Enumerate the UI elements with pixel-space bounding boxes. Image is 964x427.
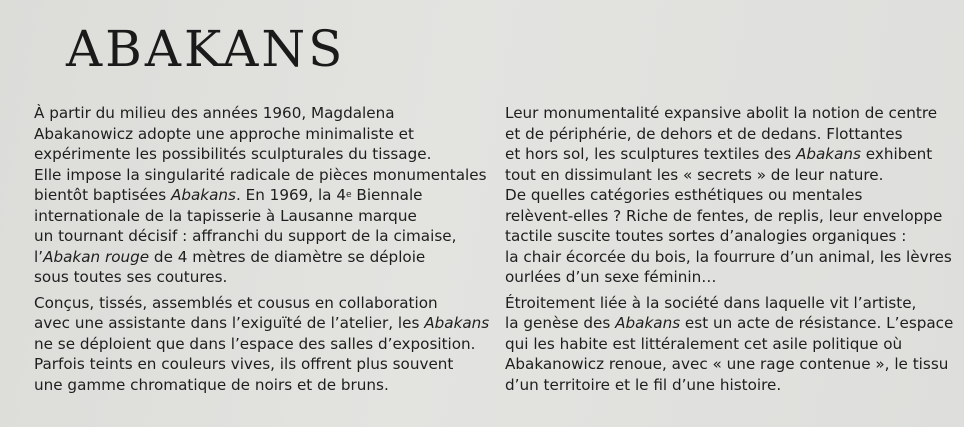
text-line — [505, 267, 945, 288]
text-line — [34, 206, 484, 227]
paragraph — [505, 293, 954, 396]
text-segment: . En 1969, la 4 — [235, 186, 346, 204]
left-text-column — [34, 103, 490, 400]
text-segment: est un acte de résistance. L’espace — [680, 314, 954, 332]
panel-title: ABAKANS — [66, 20, 346, 78]
text-segment: De quelles catégories esthétiques ou mentales — [505, 186, 863, 204]
text-line — [505, 293, 945, 314]
text-segment: et hors sol, les sculptures textiles des — [505, 145, 796, 163]
text-line — [505, 247, 952, 268]
text-segment: tactile suscite toutes sortes d’analogies organiques : — [505, 227, 907, 245]
italic-title-text: Abakan rouge — [43, 247, 150, 266]
text-line — [505, 124, 945, 145]
text-segment: la chair écorcée du bois, la fourrure d’un animal, les lèvres — [505, 247, 952, 266]
text-segment: Elle impose la singularité radicale de pièces monumentales — [34, 165, 487, 184]
paragraph — [505, 103, 952, 288]
text-line — [505, 354, 949, 375]
text-segment: Leur monumentalité expansive abolit la notion de centre — [505, 104, 938, 122]
text-segment: d’un territoire et le fil d’une histoire. — [505, 375, 782, 394]
text-segment: Abakanowicz adopte une approche minimaliste et — [34, 124, 414, 143]
text-line — [505, 206, 945, 227]
italic-title-text: Abakans — [615, 314, 681, 332]
text-segment: un tournant décisif : affranchi du support de la cimaise, — [34, 227, 457, 245]
text-line — [34, 334, 484, 355]
text-line — [505, 165, 945, 186]
text-segment: Conçus, tissés, assemblés et cousus en collaboration — [34, 293, 438, 312]
text-segment: internationale de la tapisserie à Lausanne marque — [34, 206, 417, 225]
paragraph — [34, 103, 487, 288]
text-line — [34, 103, 484, 124]
italic-title-text: Abakans — [170, 186, 236, 204]
text-segment: ne se déploient que dans l’espace des salles d’exposition. — [34, 334, 476, 353]
text-segment: exhibent — [860, 145, 933, 163]
text-segment: avec une assistante dans l’exiguïté de l’atelier, les — [34, 314, 425, 332]
text-line — [505, 103, 945, 124]
text-segment: de 4 mètres de diamètre se déploie — [149, 247, 426, 266]
text-line — [505, 144, 945, 165]
text-line — [34, 185, 484, 206]
text-segment: bientôt baptisées — [34, 186, 171, 204]
text-segment: ourlées d’un sexe féminin… — [505, 268, 717, 286]
text-line — [34, 144, 484, 165]
text-segment: l’ — [34, 247, 44, 266]
text-segment: expérimente les possibilités sculpturales du tissage. — [34, 145, 432, 163]
text-line — [505, 313, 954, 334]
superscript-text: e — [345, 190, 352, 201]
text-line — [34, 293, 484, 314]
text-line — [34, 165, 487, 186]
text-segment: À partir du milieu des années 1960, Magdalena — [34, 104, 395, 122]
text-segment: Biennale — [351, 186, 423, 204]
text-segment: la genèse des — [505, 314, 616, 332]
text-line — [34, 226, 484, 247]
text-line — [34, 247, 484, 268]
text-line — [34, 375, 484, 396]
right-text-column — [505, 103, 954, 400]
text-line — [505, 226, 945, 247]
text-line — [34, 124, 484, 145]
text-segment: une gamme chromatique de noirs et de bruns. — [34, 375, 389, 394]
italic-title-text: Abakans — [795, 145, 861, 163]
text-segment: Parfois teints en couleurs vives, ils offrent plus souvent — [34, 355, 454, 373]
text-line — [505, 375, 945, 396]
text-segment: Étroitement liée à la société dans laquelle vit l’artiste, — [505, 293, 917, 312]
paragraph — [34, 293, 490, 396]
text-segment: qui les habite est littéralement cet asile politique où — [505, 334, 903, 353]
text-line — [34, 267, 484, 288]
text-segment: sous toutes ses coutures. — [34, 268, 228, 286]
text-line — [34, 313, 490, 334]
text-segment: relèvent-elles ? Riche de fentes, de replis, leur enveloppe — [505, 206, 943, 225]
text-segment: et de périphérie, de dehors et de dedans. Flottantes — [505, 124, 903, 143]
text-line — [505, 334, 945, 355]
text-line — [34, 354, 484, 375]
italic-title-text: Abakans — [424, 314, 490, 332]
text-line — [505, 185, 945, 206]
text-segment: tout en dissimulant les « secrets » de leur nature. — [505, 165, 884, 184]
text-segment: Abakanowicz renoue, avec « une rage contenue », le tissu — [505, 355, 949, 373]
